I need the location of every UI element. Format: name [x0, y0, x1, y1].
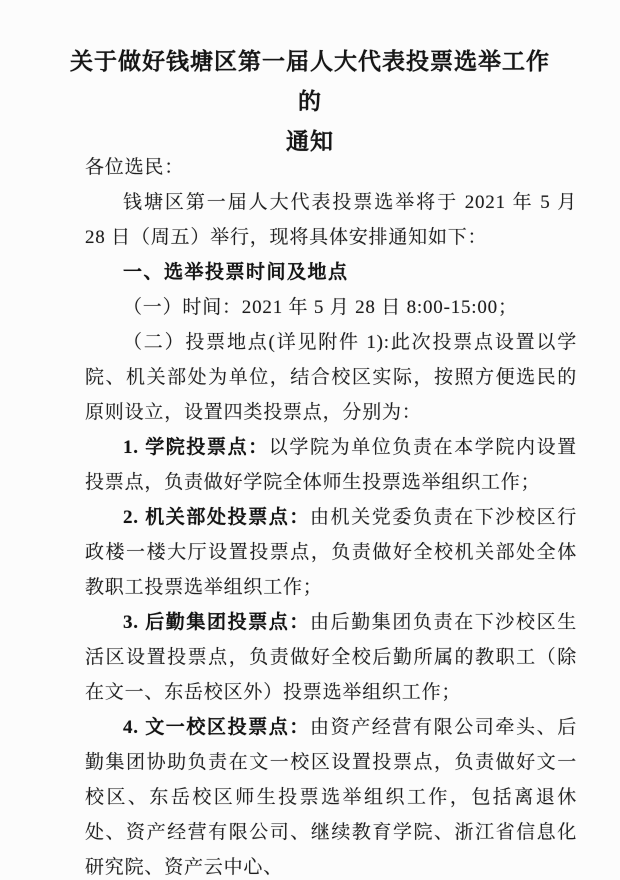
- polling-point-item-4-label: 4. 文一校区投票点：: [123, 717, 310, 738]
- polling-point-item-2-label: 2. 机关部处投票点：: [123, 507, 310, 528]
- document-title-line-1: 关于做好钱塘区第一届人大代表投票选举工作的: [70, 49, 550, 114]
- polling-point-item-3: [85, 605, 577, 710]
- document-title: [64, 42, 556, 162]
- polling-point-item-4-text: 由资产经营有限公司牵头、后勤集团协助负责在文一校区设置投票点，负责做好文一校区、东岳校区师生投票选举组织工作，包括离退休处、资产经营有限公司、继续教育学院、浙江省信息化研究院、资产云中心、: [85, 717, 577, 878]
- polling-point-item-3-text: 由后勤集团负责在下沙校区生活区设置投票点，负责做好全校后勤所属的教职工（除在文一、东岳校区外）投票选举组织工作；: [85, 612, 577, 703]
- polling-point-item-1-text: 以学院为单位负责在本学院内设置投票点，负责做好学院全体师生投票选举组织工作；: [85, 437, 577, 493]
- time-paragraph: （一）时间：2021 年 5 月 28 日 8:00-15:00；: [123, 297, 518, 318]
- polling-point-item-3-label: 3. 后勤集团投票点：: [123, 612, 310, 633]
- document-title-line-2: 通知: [286, 129, 334, 154]
- intro-paragraph: 钱塘区第一届人大代表投票选举将于 2021 年 5 月 28 日（周五）举行，现将具体安排通知如下：: [85, 192, 577, 248]
- salutation: 各位选民：: [85, 157, 185, 178]
- polling-point-item-4: [85, 710, 577, 880]
- section-1-heading: 一、选举投票时间及地点: [123, 262, 349, 283]
- polling-point-item-1: [85, 430, 577, 500]
- location-paragraph: （二）投票地点(详见附件 1):此次投票点设置以学院、机关部处为单位，结合校区实际，按照方便选民的原则设立，设置四类投票点，分别为：: [85, 332, 577, 423]
- polling-point-item-2: [85, 500, 577, 605]
- document-body: [85, 150, 577, 880]
- polling-point-item-1-label: 1. 学院投票点：: [123, 437, 269, 458]
- polling-point-item-2-text: 由机关党委负责在下沙校区行政楼一楼大厅设置投票点，负责做好全校机关部处全体教职工投票选举组织工作；: [85, 507, 577, 598]
